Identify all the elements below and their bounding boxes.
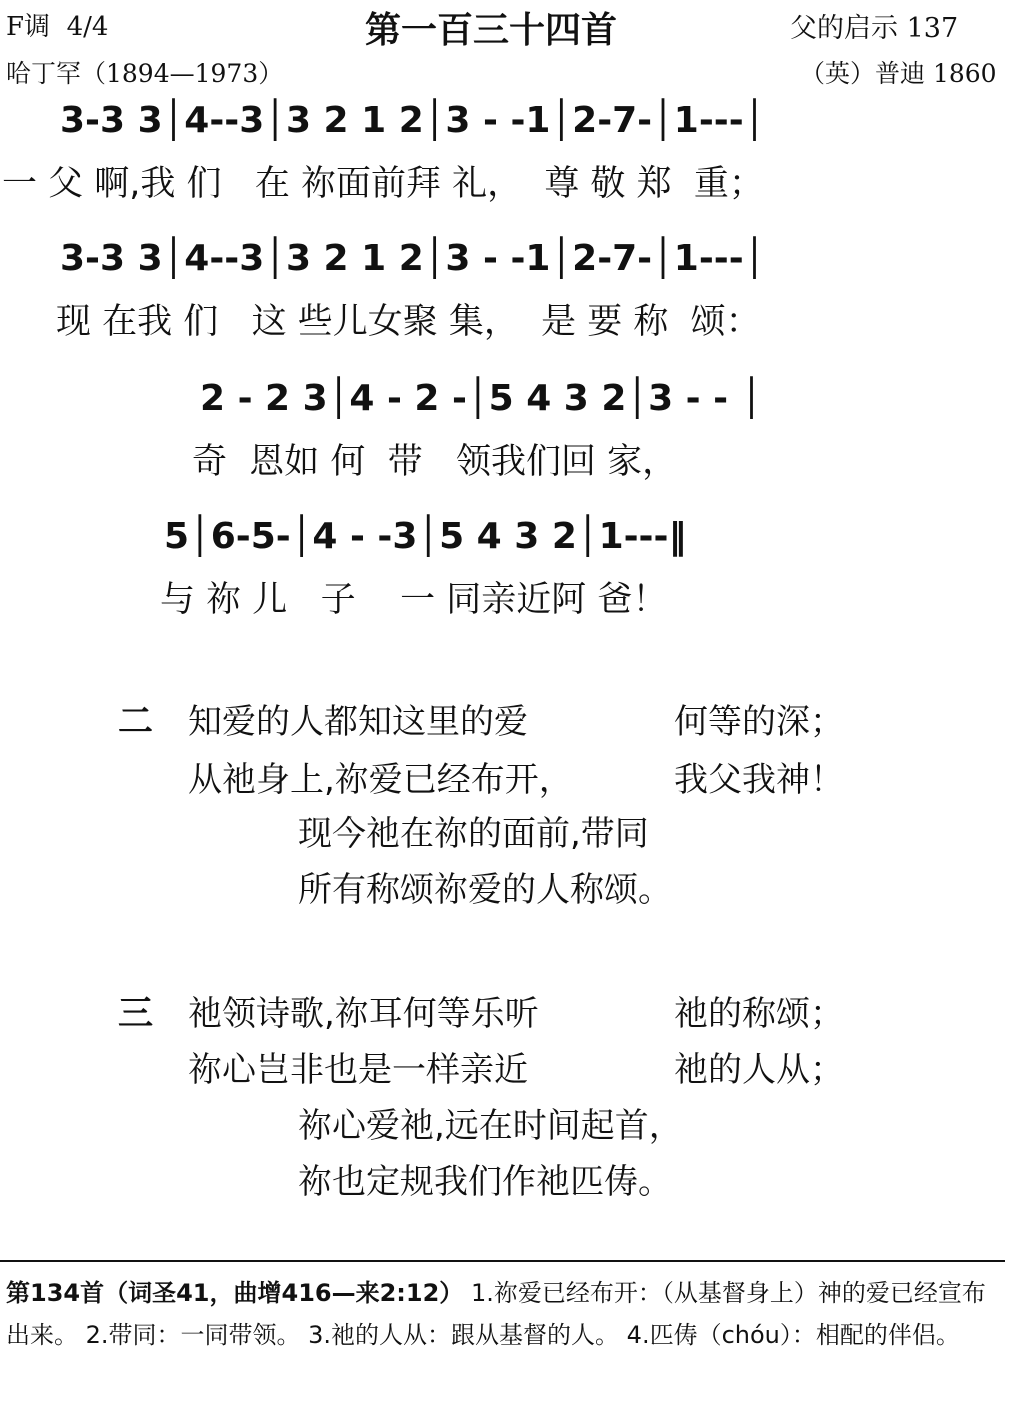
verse-line-end: 我父我神！ [674, 760, 844, 800]
verse-line: 知爱的人都知这里的爱 [188, 702, 528, 742]
lyrics-line-2: 现 在我 们 这 些儿女聚 集， 是 要 称 颂： [56, 302, 761, 342]
notes-line-3: 2 - 2 3│4 - 2 -│5 4 3 2│3 - - │ [200, 378, 763, 419]
lyricist: 哈丁罕（1894—1973） [6, 59, 284, 88]
verse-line-end: 何等的深； [674, 702, 844, 742]
composer: （英）普迪 1860 [800, 59, 997, 88]
verse-line: 从祂身上,祢爱已经布开， [188, 760, 573, 800]
lyrics-line-1: 一 父 啊,我 们 在 祢面前拜 礼， 尊 敬 郑 重； [2, 164, 764, 204]
lyrics-line-4: 与 祢 儿 子 一 同亲近阿 爸！ [160, 580, 668, 620]
verse-line: 祢心岂非也是一样亲近 [188, 1050, 528, 1090]
verse-line: 现今祂在祢的面前,带同 [298, 814, 649, 854]
notes-line-2: 3-3 3│4--3│3 2 1 2│3 - -1│2-7-│1---│ [60, 238, 766, 279]
footnote [6, 1272, 1006, 1356]
footnote-divider [0, 1260, 1005, 1262]
section-label: 父的启示 137 [790, 13, 959, 44]
footnote-heading: 第134首（词圣41，曲增416—来2:12） [6, 1279, 464, 1307]
verse-line: 祢心爱祂,远在时间起首， [298, 1106, 683, 1146]
verse-number: 三 [118, 994, 154, 1034]
verse-line-end: 祂的人从； [674, 1050, 844, 1090]
lyrics-line-3: 奇 恩如 何 带 领我们回 家， [192, 442, 678, 482]
notes-line-4: 5│6-5-│4 - -3│5 4 3 2│1---‖ [164, 516, 687, 557]
verse-number: 二 [118, 702, 154, 742]
verse-line: 祢也定规我们作祂匹俦。 [298, 1162, 672, 1202]
footnote-body: 1.祢爱已经布开：（从基督身上）神的爱已经宣布出来。 2.带同：一同带领。 3.祂的人从：跟从基督的人。 4.匹俦（chóu）：相配的伴侣。 [6, 1279, 986, 1349]
verse-line: 所有称颂祢爱的人称颂。 [298, 870, 672, 910]
verse-line: 祂领诗歌,祢耳何等乐听 [188, 994, 539, 1034]
key-signature: F调 4/4 [6, 12, 109, 42]
notes-line-1: 3-3 3│4--3│3 2 1 2│3 - -1│2-7-│1---│ [60, 100, 766, 141]
verse-line-end: 祂的称颂； [674, 994, 844, 1034]
hymn-title: 第一百三十四首 [365, 10, 618, 51]
